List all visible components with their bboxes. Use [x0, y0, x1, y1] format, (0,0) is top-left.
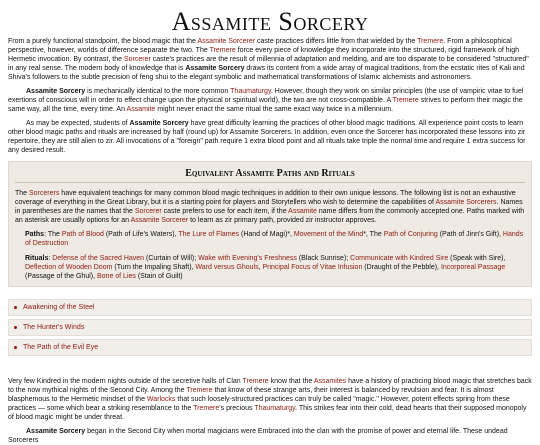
text: might never enact the same ritual the same exact way twice in a millennium.	[155, 106, 394, 113]
text: . Names in parentheses are the names that the	[15, 199, 523, 215]
text: ,	[258, 264, 263, 271]
text: that know of these strange arts, their interest is balanced by revulsion and fear. It is almost blasphemous to the Hermetic mindset of the	[8, 387, 494, 403]
text: force every piece of knowledge they incorporate into the structured, rigid framework of high Hermetic invocation. By contrast, the	[8, 47, 520, 63]
text: 's precious	[219, 405, 255, 412]
bold-term: Assamite Sorcery	[26, 88, 86, 95]
text: know that the	[268, 378, 314, 385]
equivalent-paths-box	[8, 161, 532, 287]
link-principal-focus-of-vitae-infusion[interactable]: Principal Focus of Vitae Infusion	[262, 264, 363, 271]
difficulty-paragraph	[8, 119, 532, 155]
link-assamite-sorcerer[interactable]: Assamite Sorcerer	[197, 38, 256, 45]
link-movement-of-the-mind[interactable]: Movement of the Mind	[293, 231, 364, 238]
text: (Speak with Sire),	[448, 255, 506, 262]
paths-list	[15, 230, 525, 248]
text: caste practices differs little from that wielded by the	[255, 38, 418, 45]
text: have great difficulty learning the practices of other blood magic traditions. All experience point costs to learn other blood magic paths and rituals are increased by half (round up) for Assamite Sorcerers. In addition, even once the Sorcerer has incorporated these lessons into zir repertoire, they are still alien to zir. All invocations of a "foreign" path require 1 extra blood point and all rituals take triple the normal time and require 1 extra success for any desired result.	[8, 120, 526, 154]
text: have a history of practicing blood magic that stretches back to the now mythical nights of the Second City. Among the	[8, 378, 532, 394]
link-tremere[interactable]: Tremere	[193, 405, 220, 412]
link-tremere[interactable]: Tremere	[242, 378, 269, 385]
text: (Stain of Guilt)	[135, 273, 183, 280]
text: . This strikes fear into their cold, dead hearts that their supposed monopoly of blood magic might be under threat.	[8, 405, 527, 421]
text: is mechanically identical to the more common	[85, 88, 231, 95]
list-item	[8, 299, 532, 316]
link-assamite[interactable]: Assamite	[288, 208, 317, 215]
rituals-label: Rituals	[25, 255, 49, 262]
text: began in the Second City when mortal magicians were Embraced into the clan with the promise of power and eternal life. These undead Sorcerers	[8, 428, 508, 444]
link-thaumaturgy[interactable]: Thaumaturgy	[254, 405, 296, 412]
text: Very few Kindred in the modern nights outside of the secretive halls of Clan	[8, 378, 243, 385]
rituals-list	[15, 254, 525, 281]
text: name differs from the commonly accepted one. Paths marked with an asterisk are usually options for an	[15, 208, 525, 224]
link-hands-of-destruction[interactable]: Hands of Destruction	[25, 231, 524, 247]
text: (Black Sunrise);	[296, 255, 351, 262]
link-warlocks[interactable]: Warlocks	[146, 396, 176, 403]
link-ward-versus-ghouls[interactable]: Ward versus Ghouls	[195, 264, 259, 271]
paths-label: Paths	[25, 231, 45, 238]
intro-paragraph	[8, 37, 532, 82]
text: draws its content from a wide array of magical traditions, from the ecstatic rites of Kali and Shiva's followers to the subtle precision of feng shui to the elegant symbolic and mathematical transformations of Islamic alchemists and astronomers.	[8, 65, 525, 81]
link-assamite-sorcerer[interactable]: Assamite Sorcerer	[130, 217, 189, 224]
text: (Path of Life's Waters),	[103, 231, 179, 238]
history-paragraph	[8, 377, 532, 422]
text: caste's practices are the result of millennia of adaptation and melding, and are too disparate to be considered "structured" in any real sense. The modern body of knowledge that is	[8, 56, 529, 72]
box-heading: Equivalent Assamite Paths and Rituals	[15, 168, 525, 183]
link-tremere[interactable]: Tremere	[417, 38, 444, 45]
subpage-links	[8, 295, 532, 363]
link-incorporeal-passage[interactable]: Incorporeal Passage	[440, 264, 506, 271]
list-item	[8, 319, 532, 336]
text: As may be expected, students of	[26, 120, 130, 127]
text: From a purely functional standpoint, the blood magic that the	[8, 38, 198, 45]
link-deflection-of-wooden-doom[interactable]: Deflection of Wooden Doom	[25, 264, 113, 271]
text: (Passage of the Ghul),	[25, 273, 97, 280]
text: have equivalent teachings for many common blood magic techniques in addition to their own unique lessons. The following list is not an exhaustive coverage of everything in the Great Library, but it is a starting point for players and Storytellers who wish to determine the capabilities of	[15, 190, 516, 206]
text: (Path of Jinn's Gift),	[437, 231, 503, 238]
link-path-of-conjuring[interactable]: Path of Conjuring	[383, 231, 438, 238]
box-intro	[15, 189, 525, 225]
link-lure-of-flames[interactable]: The Lure of Flames	[178, 231, 240, 238]
text: (Hand of Magi)*,	[239, 231, 294, 238]
link-wake-with-evenings-freshness[interactable]: Wake with Evening's Freshness	[198, 255, 297, 262]
origins-paragraph	[8, 427, 532, 445]
bold-term: Assamite Sorcery	[129, 120, 189, 127]
link-tremere[interactable]: Tremere	[209, 47, 236, 54]
bold-term: Assamite Sorcery	[26, 428, 86, 435]
link-defense-of-sacred-haven[interactable]: Defense of the Sacred Haven	[52, 255, 145, 262]
link-path-of-blood[interactable]: Path of Blood	[61, 231, 104, 238]
text: (Draught of the Pebble),	[362, 264, 441, 271]
link-communicate-with-kindred-sire[interactable]: Communicate with Kindred Sire	[350, 255, 449, 262]
text: The	[15, 190, 30, 197]
mechanics-paragraph	[8, 87, 532, 114]
link-tremere[interactable]: Tremere	[186, 387, 213, 394]
text: (Turn the Impaling Shaft),	[112, 264, 196, 271]
link-path-of-the-evil-eye[interactable]: The Path of the Evil Eye	[23, 344, 99, 351]
link-tremere[interactable]: Tremere	[392, 97, 419, 104]
link-awakening-of-the-steel[interactable]: Awakening of the Steel	[23, 304, 95, 311]
link-sorcerer[interactable]: Sorcerer	[123, 56, 151, 63]
list-item	[8, 339, 532, 356]
text: . However, though they work on similar principles (the use of vampiric vitae to fuel exertions of conscious will in order to effect change upon the physical or spiritual world), the two are not cross-compatible. A	[8, 88, 524, 104]
link-assamite[interactable]: Assamite	[126, 106, 156, 113]
text: strives to perform their magic the same way, all the time, every time. An	[8, 97, 523, 113]
text: that such loosely-structured practices can truly be called "magic." However, potent effects spring from these practices — some which bear a striking resemblance to the	[8, 396, 510, 412]
link-sorcerer[interactable]: Sorcerer	[134, 208, 162, 215]
link-bone-of-lies[interactable]: Bone of Lies	[96, 273, 136, 280]
text: to learn as zir primary path, provided zir instructor approves.	[188, 217, 377, 224]
text: :	[48, 255, 53, 262]
text: (Curtain of Will);	[144, 255, 199, 262]
link-assamite-sorcerers[interactable]: Assamite Sorcerers	[435, 199, 497, 206]
text: . From a philosophical perspective, however, worlds of difference separate the two. The	[8, 38, 512, 54]
link-thaumaturgy[interactable]: Thaumaturgy	[230, 88, 271, 95]
text: : The	[44, 231, 62, 238]
link-sorcerers[interactable]: Sorcerers	[29, 190, 60, 197]
subpage-link-list	[8, 299, 532, 356]
link-assamites[interactable]: Assamites	[313, 378, 347, 385]
bold-term: Assamite Sorcery	[185, 65, 245, 72]
page-title: Assamite Sorcery	[171, 7, 369, 36]
text: *, The	[363, 231, 384, 238]
text: caste prefers to use for each item, if the	[161, 208, 289, 215]
link-hunters-winds[interactable]: The Hunter's Winds	[23, 324, 85, 331]
